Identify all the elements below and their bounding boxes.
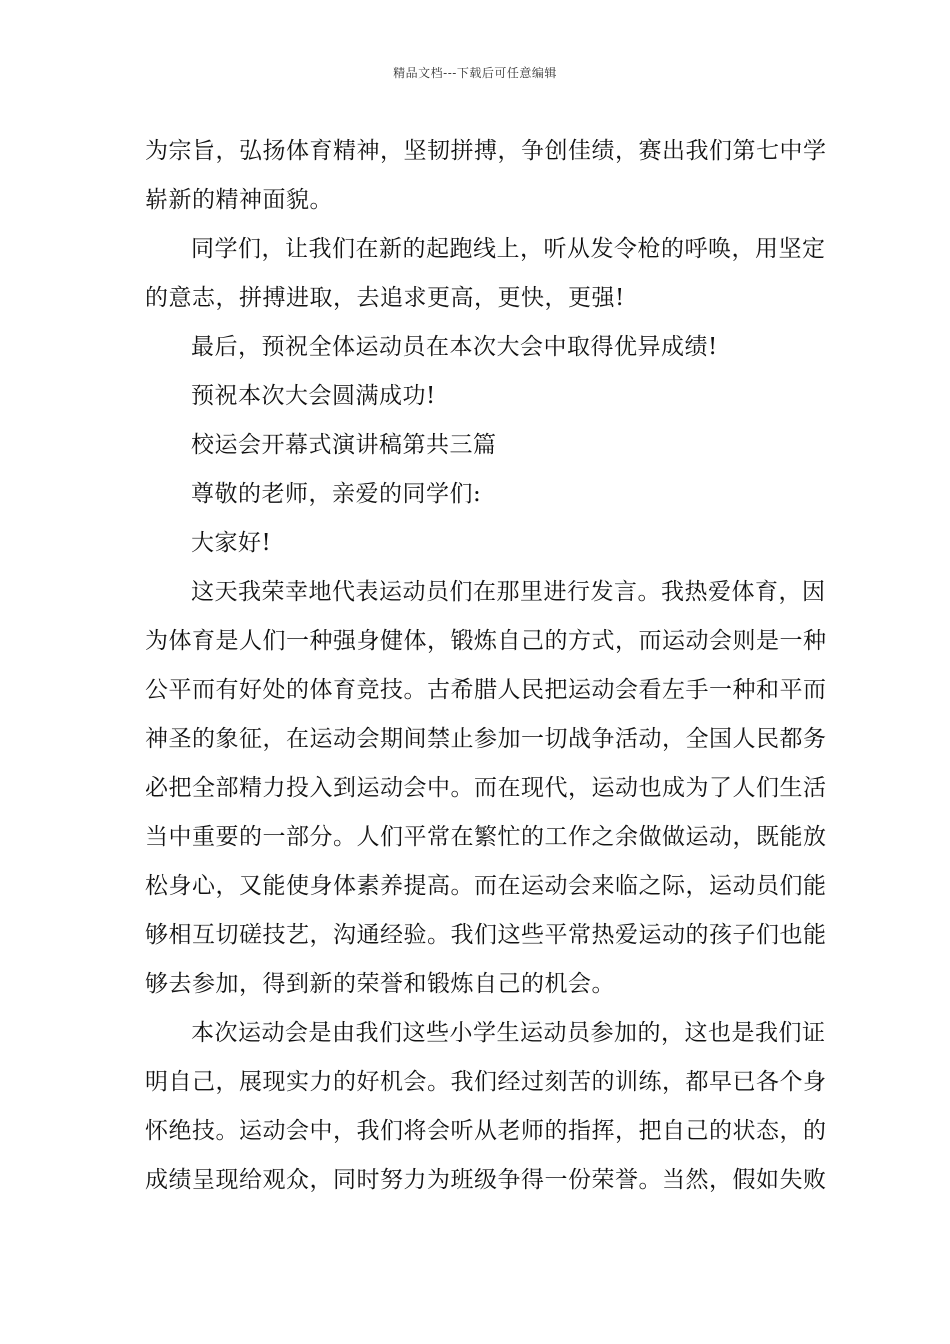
- text-line: 的意志，拼搏进取，去追求更高，更快，更强!: [145, 285, 625, 311]
- text-line: 崭新的精神面貌。: [145, 187, 333, 213]
- text-line: 预祝本次大会圆满成功!: [191, 383, 436, 409]
- text-line: 够相互切磋技艺，沟通经验。我们这些平常热爱运动的孩子们也能: [145, 922, 827, 948]
- text-line: 这天我荣幸地代表运动员们在那里进行发言。我热爱体育，因: [191, 579, 826, 605]
- text-line: 够去参加，得到新的荣誉和锻炼自己的机会。: [145, 971, 615, 997]
- text-line: 必把全部精力投入到运动会中。而在现代，运动也成为了人们生活: [145, 775, 827, 801]
- text-line: 神圣的象征，在运动会期间禁止参加一切战争活动，全国人民都务: [145, 726, 827, 752]
- page-header: 精品文档---下载后可任意编辑: [393, 66, 557, 80]
- greeting: 大家好!: [191, 530, 272, 556]
- salutation: 尊敬的老师，亲爱的同学们:: [191, 481, 482, 507]
- document-body: [145, 127, 827, 1205]
- text-line: 为体育是人们一种强身健体，锻炼自己的方式，而运动会则是一种: [145, 628, 827, 654]
- text-line: 怀绝技。运动会中，我们将会听从老师的指挥，把自己的状态，的: [145, 1118, 827, 1144]
- text-line: 本次运动会是由我们这些小学生运动员参加的，这也是我们证: [191, 1020, 826, 1046]
- text-line: 为宗旨，弘扬体育精神，坚韧拼搏，争创佳绩，赛出我们第七中学: [145, 138, 827, 164]
- text-line: 同学们，让我们在新的起跑线上，听从发令枪的呼唤，用坚定: [191, 236, 826, 262]
- text-line: 最后，预祝全体运动员在本次大会中取得优异成绩!: [191, 334, 718, 360]
- text-line: 当中重要的一部分。人们平常在繁忙的工作之余做做运动，既能放: [145, 824, 827, 850]
- text-line: 成绩呈现给观众，同时努力为班级争得一份荣誉。当然，假如失败: [145, 1167, 827, 1193]
- section-heading: 校运会开幕式演讲稿第共三篇: [191, 432, 497, 458]
- text-line: 明自己，展现实力的好机会。我们经过刻苦的训练，都早已各个身: [145, 1069, 827, 1095]
- text-line: 公平而有好处的体育竞技。古希腊人民把运动会看左手一种和平而: [145, 677, 827, 703]
- text-line: 松身心，又能使身体素养提高。而在运动会来临之际，运动员们能: [145, 873, 827, 899]
